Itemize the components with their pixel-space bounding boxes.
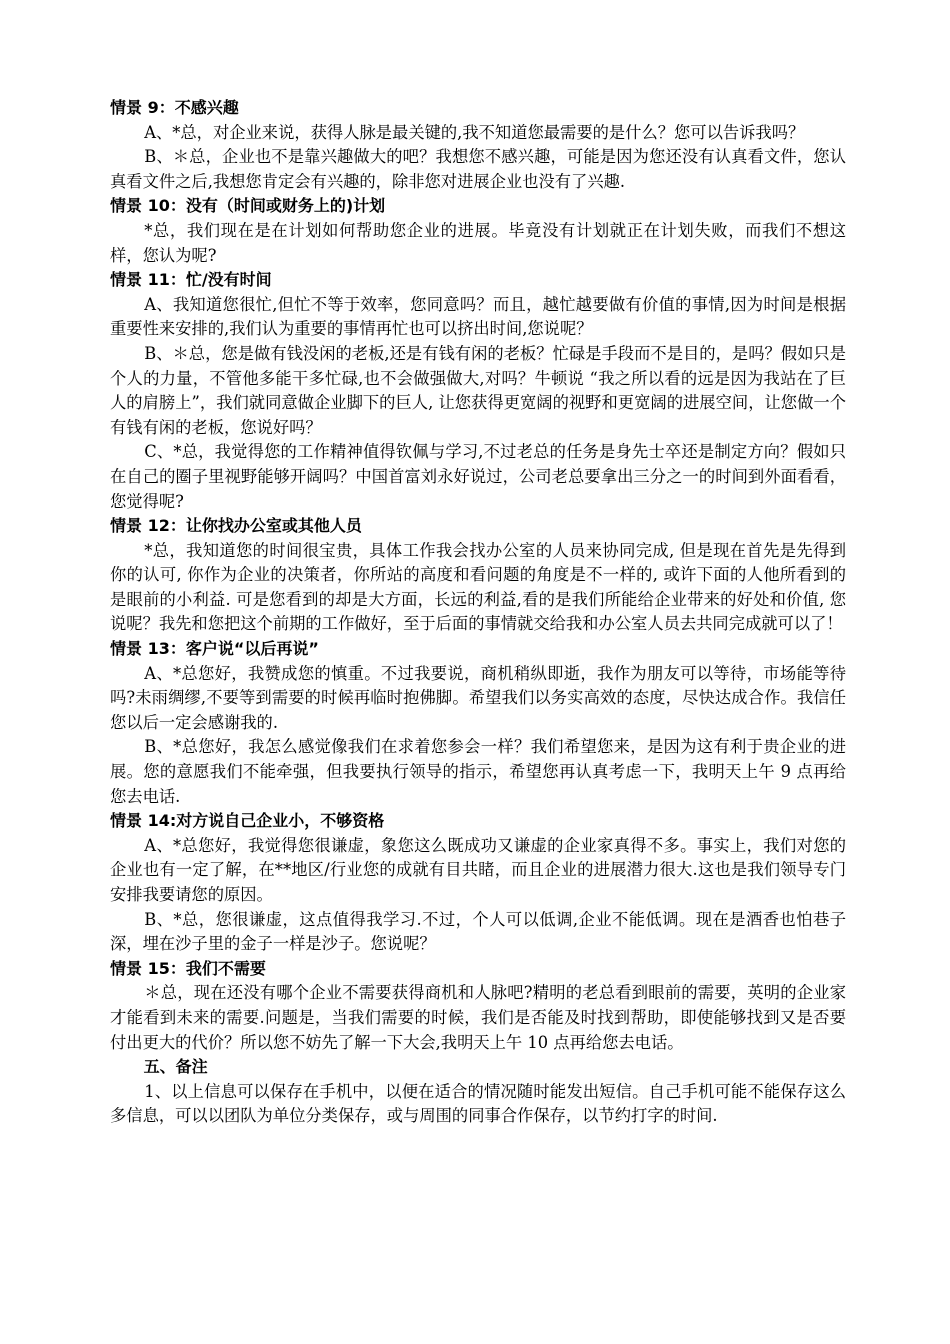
paragraph-12: *总，我知道您的时间很宝贵，具体工作我会找办公室的人员来协同完成, 但是现在首先是先得到你的认可, 你作为企业的决策者，你所站的高度和看问题的角度是不一样的, 或许下面的人他所看到的是眼前的小利益. 可是您看到的却是大方面，长远的利益,看的是我们所能给企业带来的好处和价值, 您说呢？我先和您把这个前期的工作做好，至于后面的事情就交给我和办公室人员去共同完成就可以了！ [110,540,846,634]
paragraph-11c: C、*总，我觉得您的工作精神值得钦佩与学习,不过老总的任务是身先士卒还是制定方向？假如只在自己的圈子里视野能够开阔吗？中国首富刘永好说过，公司老总要拿出三分之一的时间到外面看看，您觉得呢? [110,442,846,511]
paragraph-11b: B、＊总，您是做有钱没闲的老板,还是有钱有闲的老板？忙碌是手段而不是目的，是吗？假如只是个人的力量，不管他多能干多忙碌,也不会做强做大,对吗？牛顿说 “我之所以看的远是因为我站在了巨人的肩膀上”，我们就同意做企业脚下的巨人, 让您获得更宽阔的视野和更宽阔的进展空间，让您做一个有钱有闲的老板，您说好吗？ [110,343,846,437]
section-heading-11: 情景 11：忙/没有时间 [110,270,272,290]
paragraph-13b: B、*总您好，我怎么感觉像我们在求着您参会一样？我们希望您来，是因为这有利于贵企业的进展。您的意愿我们不能牵强，但我要执行领导的指示，希望您再认真考虑一下，我明天上午 9 点再给您去电话. [110,737,846,806]
paragraph-9b: B、＊总，企业也不是靠兴趣做大的吧？我想您不感兴趣，可能是因为您还没有认真看文件，您认真看文件之后,我想您肯定会有兴趣的，除非您对进展企业也没有了兴趣. [110,147,846,191]
section-heading-12: 情景 12：让你找办公室或其他人员 [110,516,362,536]
section-heading-10: 情景 10：没有（时间或财务上的)计划 [110,196,386,216]
notes-heading: 五、备注 [143,1057,208,1077]
paragraph-15: ＊总，现在还没有哪个企业不需要获得商机和人脉吧?精明的老总看到眼前的需要，英明的企业家才能看到未来的需要.问题是，当我们需要的时候，我们是否能及时找到帮助，即使能够找到又是否要付出更大的代价？所以您不妨先了解一下大会,我明天上午 10 点再给您去电话。 [110,983,846,1052]
section-heading-15: 情景 15：我们不需要 [110,958,266,978]
document-page [110,96,846,1129]
paragraph-14b: B、*总，您很谦虚，这点值得我学习.不过，个人可以低调,企业不能低调。现在是酒香也怕巷子深，埋在沙子里的金子一样是沙子。您说呢？ [110,909,846,954]
section-heading-14: 情景 14:对方说自己企业小，不够资格 [110,811,385,831]
section-heading-9: 情景 9：不感兴趣 [110,98,239,117]
notes-paragraph-1: 1、以上信息可以保存在手机中，以便在适合的情况随时能发出短信。自己手机可能不能保存这么多信息，可以以团队为单位分类保存，或与周围的同事合作保存，以节约打字的时间. [110,1081,846,1126]
paragraph-9a: A、*总，对企业来说，获得人脉是最关键的,我不知道您最需要的是什么？您可以告诉我吗？ [144,122,805,142]
section-heading-13: 情景 13：客户说“以后再说” [110,639,319,659]
paragraph-10: *总，我们现在是在计划如何帮助您企业的进展。毕竟没有计划就正在计划失败，而我们不想这样，您认为呢? [110,220,846,265]
paragraph-14a: A、*总您好，我觉得您很谦虚，象您这么既成功又谦虚的企业家真得不多。事实上，我们对您的企业也有一定了解，在**地区/行业您的成就有目共睹，而且企业的进展潜力很大.这也是我们领导专门安排我要请您的原因。 [110,835,846,904]
paragraph-13a: A、*总您好，我赞成您的慎重。不过我要说，商机稍纵即逝，我作为朋友可以等待，市场能等待吗?未雨绸缪,不要等到需要的时候再临时抱佛脚。希望我们以务实高效的态度，尽快达成合作。我信任您以后一定会感谢我的. [110,663,846,732]
paragraph-11a: A、我知道您很忙,但忙不等于效率，您同意吗？而且，越忙越要做有价值的事情,因为时间是根据重要性来安排的,我们认为重要的事情再忙也可以挤出时间,您说呢？ [110,294,846,339]
